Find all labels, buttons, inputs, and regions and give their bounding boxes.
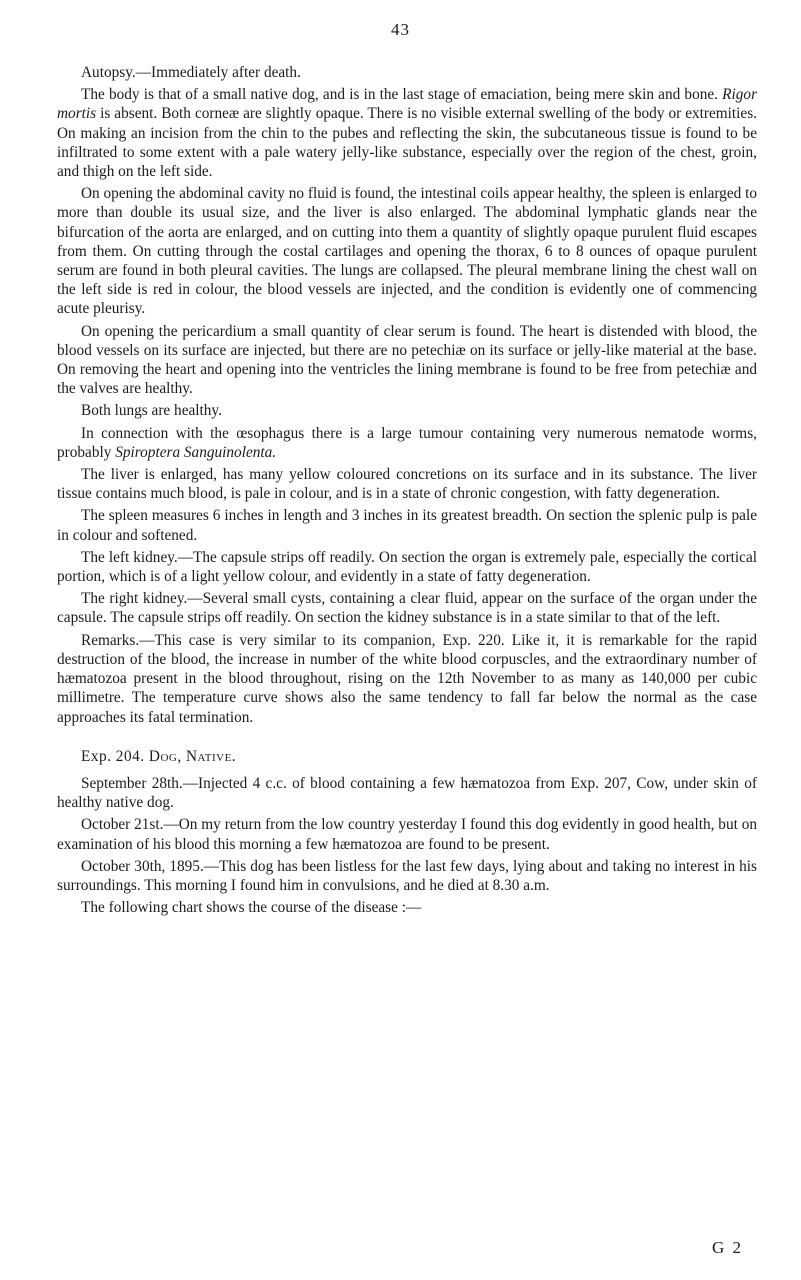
italic-term: Spiroptera Sanguinolenta. — [115, 443, 277, 461]
body-paragraph: On opening the pericardium a small quantity of clear serum is found. The heart is distended with blood, the blood vessels on its surface are injected, but there are no petechiæ on its surface or jelly-like material at the base. On removing the heart and opening into the ventricles the lining membrane is found to be free from petechiæ and the valves are healthy. — [57, 322, 757, 398]
body-paragraph: October 21st.—On my return from the low country yesterday I found this dog evidently in good health, but on examination of his blood this morning a few hæmatozoa are found to be present. — [57, 816, 757, 853]
body-paragraph: The right kidney.—Several small cysts, containing a clear fluid, appear on the surface of the organ under the capsule. The capsule strips off readily. On section the kidney substance is in a state similar to that of the left. — [57, 590, 757, 627]
autopsy-heading: Autopsy.—Immediately after death. — [81, 64, 301, 81]
remarks-paragraph: Remarks.—This case is very similar to its companion, Exp. 220. Like it, it is remarkable for the rapid destruction of the blood, the increase in number of the white blood corpuscles, and the extraordinary number of hæmatozoa present in the blood throughout, rising on the 12th November to as many as 140,000 per cubic millimetre. The temperature curve shows also the same tendency to fall far below the normal as the case approaches its fatal termination. — [57, 631, 757, 726]
body-paragraph: The left kidney.—The capsule strips off readily. On section the organ is extremely pale, especially the cortical portion, which is of a light yellow colour, and evidently in a state of fatty degeneration. — [57, 548, 757, 586]
body-paragraph: The following chart shows the course of the disease :— — [81, 899, 422, 917]
experiment-number: Exp. 204. — [81, 747, 145, 765]
text: In connection with the œsophagus there is a large tumour containing very numerous nematode worms, probably — [57, 424, 757, 461]
experiment-heading — [57, 747, 757, 766]
body-paragraph: On opening the abdominal cavity no fluid is found, the intestinal coils appear healthy, the spleen is enlarged to more than double its usual size, and the liver is also enlarged. The abdominal lymphatic glands near the bifurcation of the aorta are enlarged, and on cutting into them a quantity of slightly opaque purulent fluid escapes from them. On cutting through the costal cartilages and opening the thorax, 6 to 8 ounces of opaque purulent serum are found in both pleural cavities. The lungs are collapsed. The pleural membrane lining the chest wall on the left side is red in colour, the blood vessels are injected, and the condition is evidently one of commencing acute pleurisy. — [57, 185, 757, 318]
italic-term: Rigor mortis — [57, 86, 758, 123]
body-paragraph — [57, 424, 757, 462]
signature-mark: G 2 — [712, 1238, 744, 1257]
body-paragraph: Both lungs are healthy. — [81, 402, 222, 420]
experiment-subject: Dog, Native. — [148, 747, 237, 765]
text: The body is that of a small native dog, and is in the last stage of emaciation, being mere skin and bone. — [81, 86, 718, 104]
body-paragraph: The spleen measures 6 inches in length and 3 inches in its greatest breadth. On section the splenic pulp is pale in colour and softened. — [57, 507, 757, 544]
body-paragraph: September 28th.—Injected 4 c.c. of blood containing a few hæmatozoa from Exp. 207, Cow, under skin of healthy native dog. — [57, 774, 757, 812]
page-body — [57, 63, 757, 920]
body-paragraph — [57, 85, 757, 181]
body-paragraph: October 30th, 1895.—This dog has been listless for the last few days, lying about and taking no interest in his surroundings. This morning I found him in convulsions, and he died at 8.30 a.m. — [57, 857, 757, 894]
body-paragraph: The liver is enlarged, has many yellow coloured concretions on its surface and in its substance. The liver tissue contains much blood, is pale in colour, and is in a state of chronic congestion, with fatty degeneration. — [57, 466, 757, 503]
text: is absent. Both corneæ are slightly opaque. There is no visible external swelling of the body or extremities. On making an incision from the chin to the pubes and reflecting the skin, the subcutaneous tissue is found to be infiltrated to some extent with a pale watery jelly-like substance, especially over the region of the chest, groin, and thigh on the left side. — [57, 105, 757, 181]
page-number: 43 — [391, 20, 410, 39]
